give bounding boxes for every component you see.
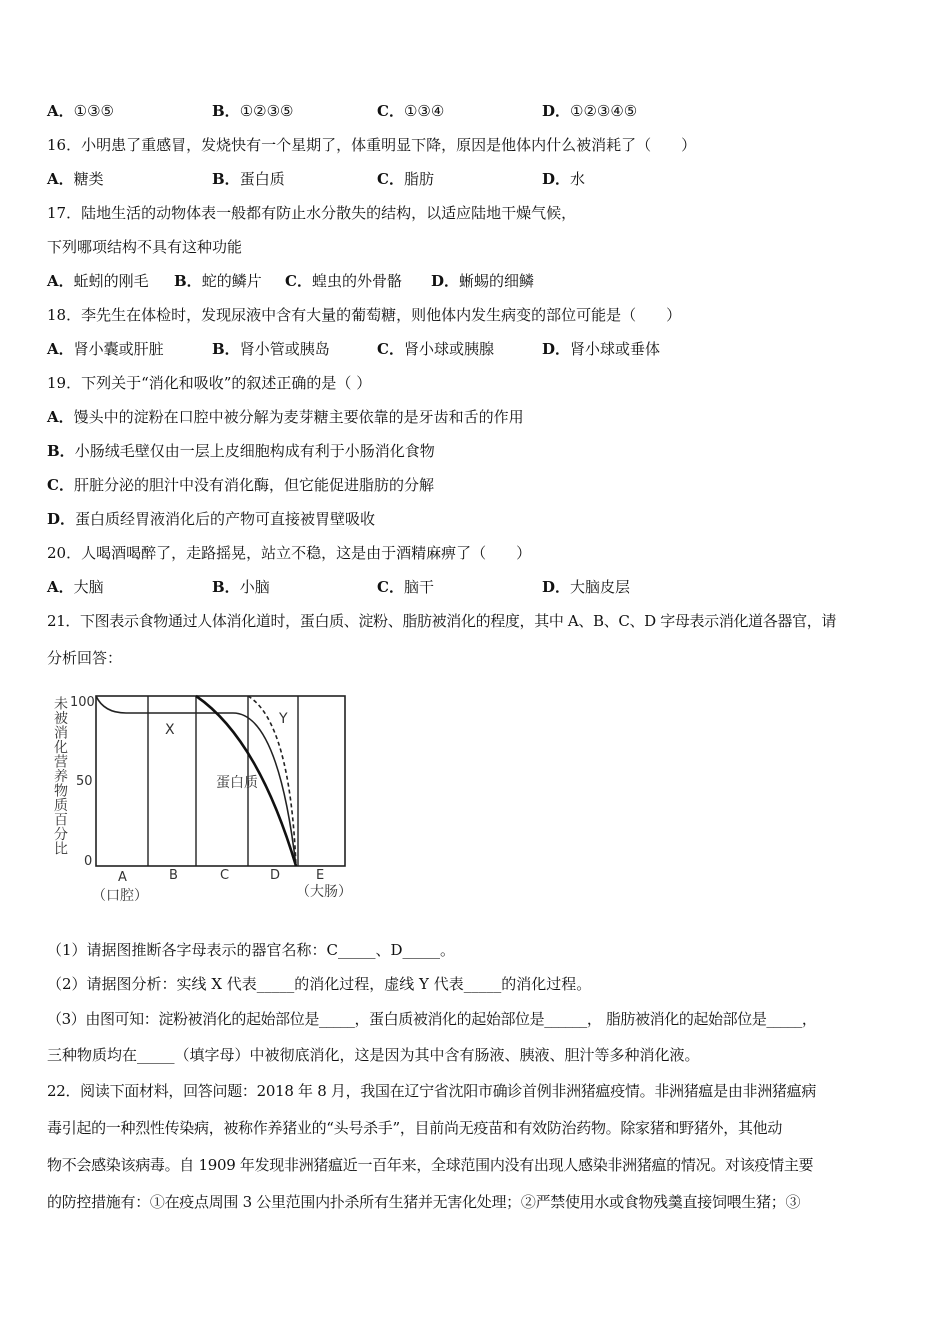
q21-stem-line2: 分析回答： — [47, 649, 123, 667]
chart-ytick-0: 0 — [84, 854, 93, 869]
q16-option-a: A．糖类 — [47, 170, 104, 188]
q19-stem: 19．下列关于“消化和吸收”的叙述正确的是（ ） — [47, 374, 372, 392]
chart-category-c: C — [220, 868, 230, 883]
q19-option-a: A．馒头中的淀粉在口腔中被分解为麦芽糖主要依靠的是牙齿和舌的作用 — [47, 408, 524, 426]
chart-ytick-100: 100 — [70, 695, 95, 710]
q19-option-d: D．蛋白质经胃液消化后的产物可直接被胃壁吸收 — [47, 510, 376, 528]
chart-category-b: B — [169, 868, 178, 883]
q17-option-b: B．蛇的鳞片 — [174, 272, 262, 290]
q17-stem-line2: 下列哪项结构不具有这种功能 — [47, 238, 243, 256]
q21-sub2: （2）请据图分析：实线 X 代表_____的消化过程，虚线 Y 代表_____的消化过程。 — [47, 975, 592, 993]
q16-option-c: C．脂肪 — [377, 170, 434, 188]
q17-stem-line1: 17．陆地生活的动物体表一般都有防止水分散失的结构，以适应陆地干燥气候， — [47, 204, 577, 222]
chart-category-a: A — [118, 870, 127, 885]
q18-stem: 18．李先生在体检时，发现尿液中含有大量的葡萄糖，则他体内发生病变的部位可能是（ ） — [47, 306, 682, 324]
q15-option-b: B．①②③⑤ — [212, 102, 294, 120]
q18-option-a: A．肾小囊或肝脏 — [47, 340, 164, 358]
q15-option-d: D．①②③④⑤ — [542, 102, 638, 120]
q21-stem-line1: 21．下图表示食物通过人体消化道时，蛋白质、淀粉、脂肪被消化的程度，其中 A、B、C、D 字母表示消化道各器官，请 — [47, 612, 837, 630]
chart-series-x-label: X — [165, 722, 175, 738]
q16-option-b: B．蛋白质 — [212, 170, 285, 188]
q18-option-c: C．肾小球或胰腺 — [377, 340, 494, 358]
q22-line3: 物不会感染该病毒。自 1909 年发现非洲猪瘟近一百年来，全球范围内没有出现人感染非洲猪瘟的情况。对该疫情主要 — [47, 1156, 814, 1174]
chart-category-d: D — [270, 868, 281, 883]
q21-sub1: （1）请据图推断各字母表示的器官名称：C_____、D_____。 — [47, 941, 456, 959]
q17-option-c: C．蝗虫的外骨骼 — [285, 272, 402, 290]
q18-option-d: D．肾小球或垂体 — [542, 340, 661, 358]
q17-option-d: D．蜥蜴的细鳞 — [431, 272, 535, 290]
q20-stem: 20．人喝酒喝醉了，走路摇晃，站立不稳，这是由于酒精麻痹了（ ） — [47, 544, 532, 562]
q22-line2: 毒引起的一种烈性传染病，被称作养猪业的“头号杀手”，目前尚无疫苗和有效防治药物。除家猪和野猪外，其他动 — [47, 1119, 783, 1137]
q20-option-a: A．大脑 — [47, 578, 104, 596]
q20-option-c: C．脑干 — [377, 578, 434, 596]
chart-category-e: E — [316, 868, 325, 883]
q16-option-d: D．水 — [542, 170, 586, 188]
q21-sub3-line1: （3）由图可知：淀粉被消化的起始部位是_____，蛋白质被消化的起始部位是______， 脂肪被消化的起始部位是_____， — [47, 1010, 817, 1028]
q16-stem: 16．小明患了重感冒，发烧快有一个星期了，体重明显下降，原因是他体内什么被消耗了（ ） — [47, 136, 697, 154]
q19-option-b: B．小肠绒毛壁仅由一层上皮细胞构成有利于小肠消化食物 — [47, 442, 435, 460]
q20-option-d: D．大脑皮层 — [542, 578, 631, 596]
digestion-chart — [48, 688, 368, 908]
chart-category-e-note: （大肠） — [296, 884, 352, 900]
chart-series-protein-label: 蛋白质 — [216, 775, 258, 791]
chart-series-y-label: Y — [279, 711, 288, 727]
chart-ytick-50: 50 — [76, 774, 93, 789]
q19-option-c: C．肝脏分泌的胆汁中没有消化酶，但它能促进脂肪的分解 — [47, 476, 434, 494]
q15-option-a: A．①③⑤ — [47, 102, 114, 120]
q22-line4: 的防控措施有：①在疫点周围 3 公里范围内扑杀所有生猪并无害化处理；②严禁使用水或食物残羹直接饲喂生猪；③ — [47, 1193, 801, 1211]
chart-ylabel: 未被消化营养物质百分比 — [52, 696, 68, 856]
q15-option-c: C．①③④ — [377, 102, 445, 120]
q18-option-b: B．肾小管或胰岛 — [212, 340, 330, 358]
q20-option-b: B．小脑 — [212, 578, 270, 596]
chart-category-a-note: （口腔） — [92, 888, 148, 904]
q21-sub3-line2: 三种物质均在_____（填字母）中被彻底消化，这是因为其中含有肠液、胰液、胆汁等多种消化液。 — [47, 1046, 700, 1064]
q22-line1: 22．阅读下面材料，回答问题：2018 年 8 月，我国在辽宁省沈阳市确诊首例非洲猪瘟疫情。非洲猪瘟是由非洲猪瘟病 — [47, 1082, 817, 1100]
q17-option-a: A．蚯蚓的刚毛 — [47, 272, 149, 290]
